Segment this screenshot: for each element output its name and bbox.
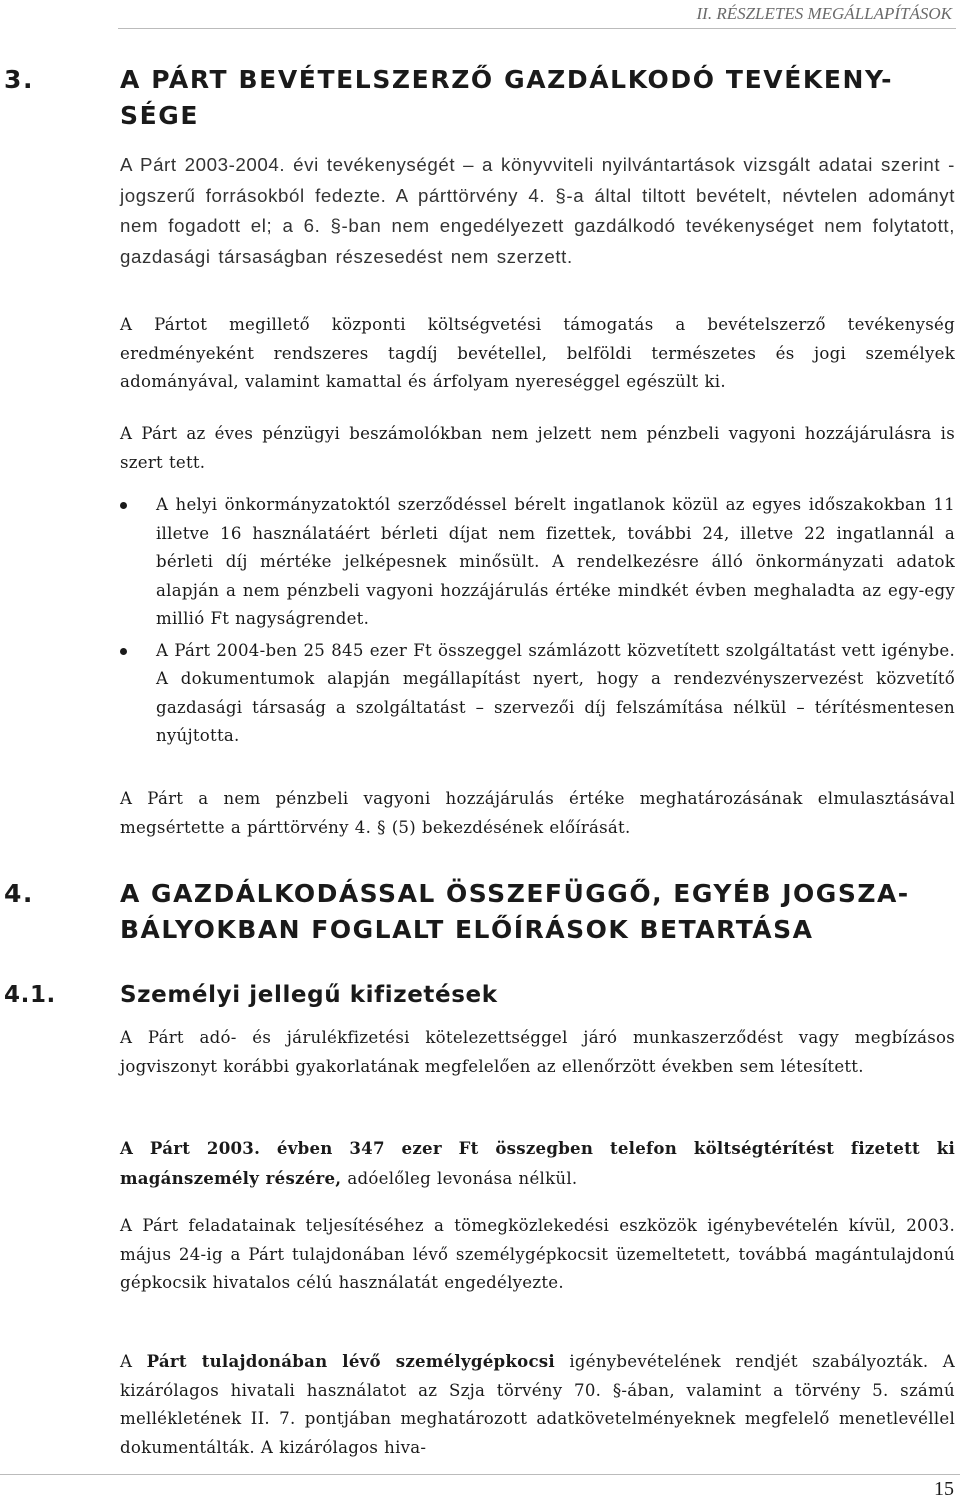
car-paragraph-bold: Párt tulajdonában lévő személygépkocsi xyxy=(146,1351,555,1371)
section-4-1-paragraph-3: A Párt feladatainak teljesítéséhez a tömegközlekedési eszközök igénybevételén kívül, 2003. május 24-ig a Párt tulajdonában lévő személygépkocsit üzemeltetett, továbbá magántulajdonú gépkocsik hivatalos célú használatát engedélyezte. xyxy=(120,1216,955,1292)
bullet-icon xyxy=(120,502,127,509)
section-3-paragraph-2: A Pártot megillető központi költségvetési támogatás a bevételszerző tevékenység eredményeként rendszeres tagdíj bevétellel, belföldi természetes és jogi személyek adományával, valamint kamattal és árfolyam nyereséggel egészült ki. xyxy=(120,315,955,391)
section-4-title-line1: A GAZDÁLKODÁSSAL ÖSSZEFÜGGŐ, EGYÉB JOGSZA- xyxy=(120,879,910,908)
section-3-paragraph-3: A Párt az éves pénzügyi beszámolókban nem jelzett nem pénzbeli vagyoni hozzájárulásra is szert tett. xyxy=(120,424,955,472)
section-4-title xyxy=(120,876,946,948)
car-paragraph-rest: igénybevételének rendjét szabályozták. A kizárólagos hivatali használatot az Szja törvény 70. §-ában, valamint a törvény 5. számú mellékletének II. 7. pontjában meghatározott adatkövetelményeknek megfelelő menetlevéllel dokumentálták. A kizárólagos hiva- xyxy=(120,1352,956,1457)
list-item xyxy=(120,637,955,751)
section-4-number: 4. xyxy=(4,879,34,908)
running-head: II. RÉSZLETES MEGÁLLAPÍTÁSOK xyxy=(696,4,952,23)
section-3-paragraph-1: A Párt 2003-2004. évi tevékenységét – a könyvviteli nyilvántartások vizsgált adatai szerint - jogszerű forrásokból fedezte. A párttörvény 4. §-a által tiltott bevételt, névtelen adományt nem fogadott el; a 6. §-ban nem engedélyezett gazdálkodó tevékenységet nem folytatott, gazdasági társaságban részesedést nem szerzett. xyxy=(120,154,955,267)
section-3-title-line2: SÉGE xyxy=(120,101,200,130)
telephone-reimbursement-rest: adóelőleg levonása nélkül. xyxy=(341,1168,578,1188)
list-item-text: A helyi önkormányzatoktól szerződéssel bérelt ingatlanok közül az egyes időszakokban 11 illetve 16 használatáért bérleti díjat nem fizettek, további 24, illetve 22 ingatlannál a bérleti díj mértéke jelképesnek minősült. A rendelkezésre álló önkormányzati adatok alapján a nem pénzbeli vagyoni hozzájárulás értéke mindkét évben meghaladta az egy-egy millió Ft nagyságrendet. xyxy=(156,495,955,628)
section-3-paragraph-4: A Párt a nem pénzbeli vagyoni hozzájárulás értéke meghatározásának elmulasztásával megsértette a párttörvény 4. § (5) bekezdésének előírását. xyxy=(120,789,955,837)
section-4-1-paragraph-4 xyxy=(120,1347,955,1462)
page-number: 15 xyxy=(934,1478,954,1500)
footer-rule xyxy=(0,1474,960,1475)
header-rule xyxy=(118,28,956,29)
list-item-text: A Párt 2004-ben 25 845 ezer Ft összeggel számlázott közvetített szolgáltatást vett igénybe. A dokumentumok alapján megállapítást nyert, hogy a rendezvényszervezést közvetítő gazdasági társaság a szolgáltatást – szervezői díj felszámítása nélkül – térítésmentesen nyújtotta. xyxy=(156,640,955,745)
list-item xyxy=(120,491,955,634)
bullet-icon xyxy=(120,648,127,655)
section-4-title-line2: BÁLYOKBAN FOGLALT ELŐÍRÁSOK BETARTÁSA xyxy=(120,915,814,944)
section-3-number: 3. xyxy=(4,65,35,94)
section-3-title-line1: A PÁRT BEVÉTELSZERZŐ GAZDÁLKODÓ TEVÉKENY- xyxy=(120,65,894,94)
car-paragraph-prefix: A xyxy=(120,1352,147,1371)
section-4-1-paragraph-1: A Párt adó- és járulékfizetési kötelezettséggel járó munkaszerződést vagy megbízásos jogviszonyt korábbi gyakorlatának megfelelően az ellenőrzött években sem létesített. xyxy=(120,1028,955,1076)
section-4-1-title: Személyi jellegű kifizetések xyxy=(120,982,498,1008)
telephone-reimbursement-bold: A Párt 2003. évben 347 ezer Ft összegben telefon költségtérítést fizetett ki magánszemély részére, xyxy=(120,1138,955,1188)
section-3-bullet-list xyxy=(120,491,955,754)
section-4-1-paragraph-2 xyxy=(120,1134,955,1193)
section-3-title xyxy=(120,62,946,134)
section-4-1-number: 4.1. xyxy=(4,982,56,1008)
